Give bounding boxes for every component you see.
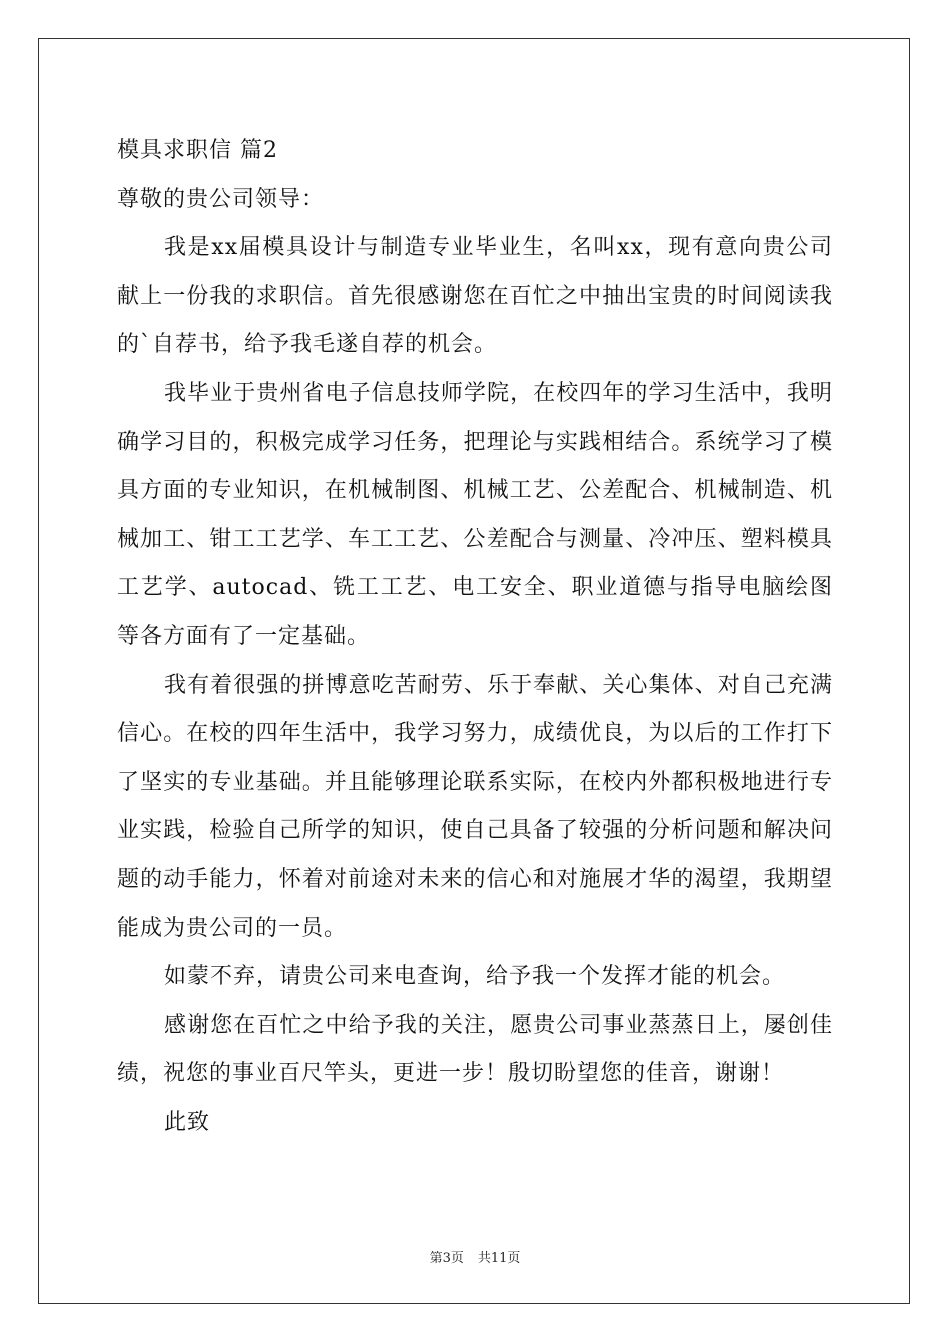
paragraph-education: 我毕业于贵州省电子信息技师学院，在校四年的学习生活中，我明确学习目的，积极完成学习任务，把理论与实践相结合。系统学习了模具方面的专业知识，在机械制图、机械工艺、公差配合、机械制造、机械加工、钳工工艺学、车工工艺、公差配合与测量、冷冲压、塑料模具工艺学、autocad、铣工工艺、电工安全、职业道德与指导电脑绘图等各方面有了一定基础。 — [117, 380, 833, 649]
document-title: 模具求职信 篇2 — [117, 138, 278, 163]
salutation: 尊敬的贵公司领导： — [117, 186, 325, 212]
page-footer — [0, 1247, 950, 1266]
closing: 此致 — [164, 1109, 211, 1135]
paragraph-request: 如蒙不弃，请贵公司来电查询，给予我一个发挥才能的机会。 — [164, 964, 786, 990]
letter-body — [117, 127, 833, 1147]
paragraph-intro: 我是xx届模具设计与制造专业毕业生，名叫xx，现有意向贵公司献上一份我的求职信。首先很感谢您在百忙之中抽出宝贵的时间阅读我的`自荐书，给予我毛遂自荐的机会。 — [117, 235, 833, 358]
page-number: 第3页 — [429, 1251, 464, 1266]
paragraph-thanks: 感谢您在百忙之中给予我的关注，愿贵公司事业蒸蒸日上，屡创佳绩，祝您的事业百尺竿头，更进一步！殷切盼望您的佳音，谢谢！ — [117, 1012, 833, 1087]
page-total: 共11页 — [477, 1251, 521, 1266]
paragraph-qualities: 我有着很强的拼博意吃苦耐劳、乐于奉献、关心集体、对自己充满信心。在校的四年生活中，我学习努力，成绩优良，为以后的工作打下了坚实的专业基础。并且能够理论联系实际，在校内外都积极地进行专业实践，检验自己所学的知识，使自己具备了较强的分析问题和解决问题的动手能力，怀着对前途对未来的信心和对施展才华的渴望，我期望能成为贵公司的一员。 — [117, 672, 833, 941]
